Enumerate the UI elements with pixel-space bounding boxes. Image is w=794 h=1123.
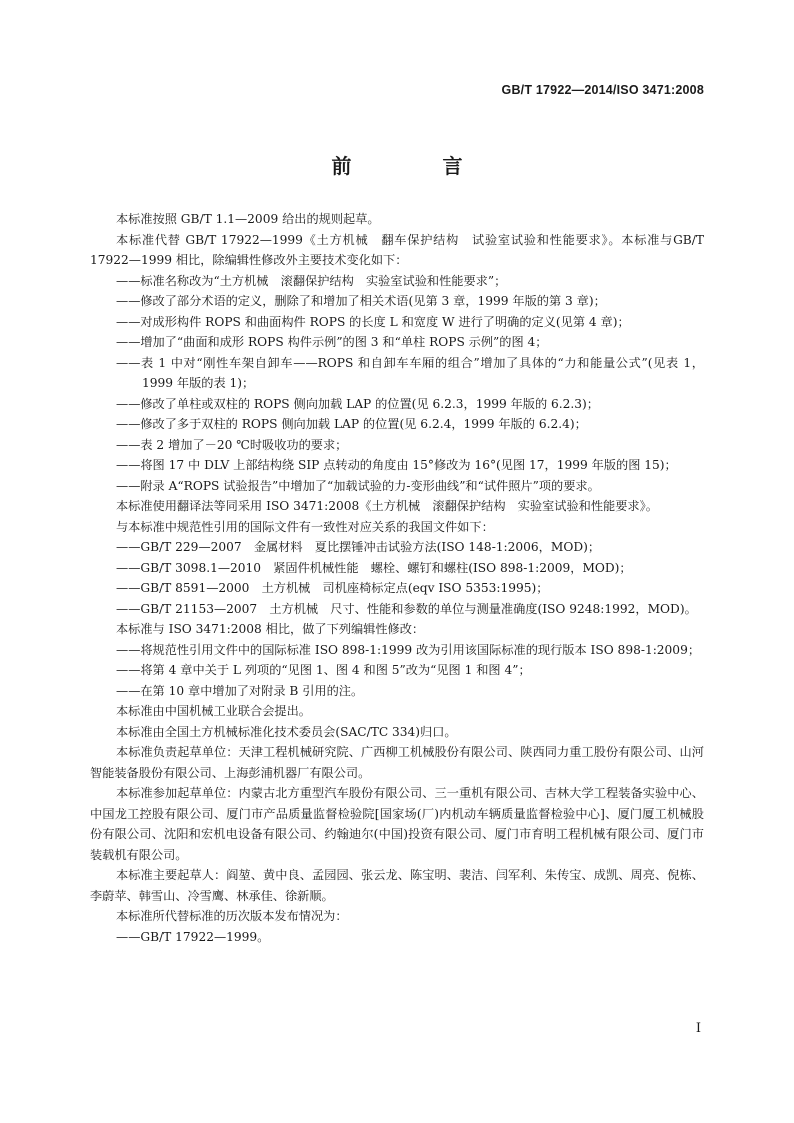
paragraph: 本标准使用翻译法等同采用 ISO 3471:2008《土方机械 滚翻保护结构 实验室试验和性能要求》。 <box>116 499 658 513</box>
page-title: 前 言 <box>331 154 505 178</box>
list-item: ——GB/T 21153—2007 土方机械 尺寸、性能和参数的单位与测量准确度(ISO 9248:1992，MOD)。 <box>116 601 697 616</box>
standard-number-header: GB/T 17922—2014/ISO 3471:2008 <box>501 83 704 97</box>
page-number: I <box>695 1021 701 1036</box>
list-item: ——标准名称改为“土方机械 滚翻保护结构 实验室试验和性能要求”； <box>116 273 507 288</box>
list-item: ——修改了单柱或双柱的 ROPS 侧向加载 LAP 的位置(见 6.2.3，1999 年版的 6.2.3)； <box>116 396 599 411</box>
paragraph: 本标准参加起草单位：内蒙古北方重型汽车股份有限公司、三一重机有限公司、吉林大学工程装备实验中心、中国龙工控股有限公司、厦门市产品质量监督检验院[国家场(厂)内机动车辆质量监督检验中心]、厦门厦工机械股份有限公司、沈阳和宏机电设备有限公司、约翰迪尔(中国)投资有限公司、厦门市育明工程机械有限公司、厦门市装载机有限公司。 <box>90 786 704 862</box>
paragraph: 本标准由全国土方机械标准化技术委员会(SAC/TC 334)归口。 <box>116 724 457 739</box>
list-item: ——增加了“曲面和成形 ROPS 构件示例”的图 3 和“单柱 ROPS 示例”的图 4； <box>116 335 548 349</box>
paragraph: 本标准主要起草人：阎堃、黄中良、孟园园、张云龙、陈宝明、裴洁、闫军利、朱传宝、成凯、周亮、倪栋、李蔚苹、韩雪山、冷雪鹰、林承佳、徐新顺。 <box>90 868 704 903</box>
paragraph: 与本标准中规范性引用的国际文件有一致性对应关系的我国文件如下： <box>116 519 494 534</box>
list-item: ——GB/T 229—2007 金属材料 夏比摆锤冲击试验方法(ISO 148-1:2006，MOD)； <box>116 540 601 554</box>
list-item: ——对成形构件 ROPS 和曲面构件 ROPS 的长度 L 和宽度 W 进行了明确的定义(见第 4 章)； <box>116 314 630 329</box>
list-item: ——GB/T 8591—2000 土方机械 司机座椅标定点(eqv ISO 5353:1995)； <box>116 581 549 595</box>
document-body <box>90 209 704 947</box>
paragraph: 本标准代替 GB/T 17922—1999《土方机械 翻车保护结构 试验室试验和性能要求》。本标准与GB/T 17922—1999 相比，除编辑性修改外主要技术变化如下： <box>90 232 704 267</box>
list-item: ——将图 17 中 DLV 上部结构绕 SIP 点转动的角度由 15°修改为 16°(见图 17，1999 年版的图 15)； <box>116 458 677 472</box>
list-item: ——表 2 增加了－20 ℃时吸收功的要求； <box>116 437 348 452</box>
list-item: ——表 1 中对“刚性车架自卸车——ROPS 和自卸车车厢的组合”增加了具体的“力和能量公式”(见表 1，1999 年版的表 1)； <box>116 355 704 390</box>
list-item: ——修改了部分术语的定义，删除了和增加了相关术语(见第 3 章，1999 年版的第 3 章)； <box>116 294 606 308</box>
paragraph: 本标准由中国机械工业联合会提出。 <box>116 704 311 718</box>
paragraph: 本标准按照 GB/T 1.1—2009 给出的规则起草。 <box>116 212 380 226</box>
list-item: ——将规范性引用文件中的国际标准 ISO 898-1:1999 改为引用该国际标准的现行版本 ISO 898-1:2009； <box>116 642 701 657</box>
list-item: ——将第 4 章中关于 L 列项的“见图 1、图 4 和图 5”改为“见图 1 和图 4”； <box>116 663 531 677</box>
list-item: ——GB/T 17922—1999。 <box>116 929 270 944</box>
list-item: ——在第 10 章中增加了对附录 B 引用的注。 <box>116 683 364 698</box>
paragraph: 本标准所代替标准的历次版本发布情况为： <box>116 909 348 923</box>
list-item: ——附录 A“ROPS 试验报告”中增加了“加载试验的力-变形曲线”和“试件照片”项的要求。 <box>116 478 600 493</box>
list-item: ——修改了多于双柱的 ROPS 侧向加载 LAP 的位置(见 6.2.4，1999 年版的 6.2.4)； <box>116 417 587 431</box>
list-item: ——GB/T 3098.1—2010 紧固件机械性能 螺栓、螺钉和螺柱(ISO 898-1:2009，MOD)； <box>116 560 632 575</box>
paragraph: 本标准负责起草单位：天津工程机械研究院、广西柳工机械股份有限公司、陕西同力重工股份有限公司、山河智能装备股份有限公司、上海彭浦机器厂有限公司。 <box>90 745 704 780</box>
paragraph: 本标准与 ISO 3471:2008 相比，做了下列编辑性修改： <box>116 622 425 636</box>
